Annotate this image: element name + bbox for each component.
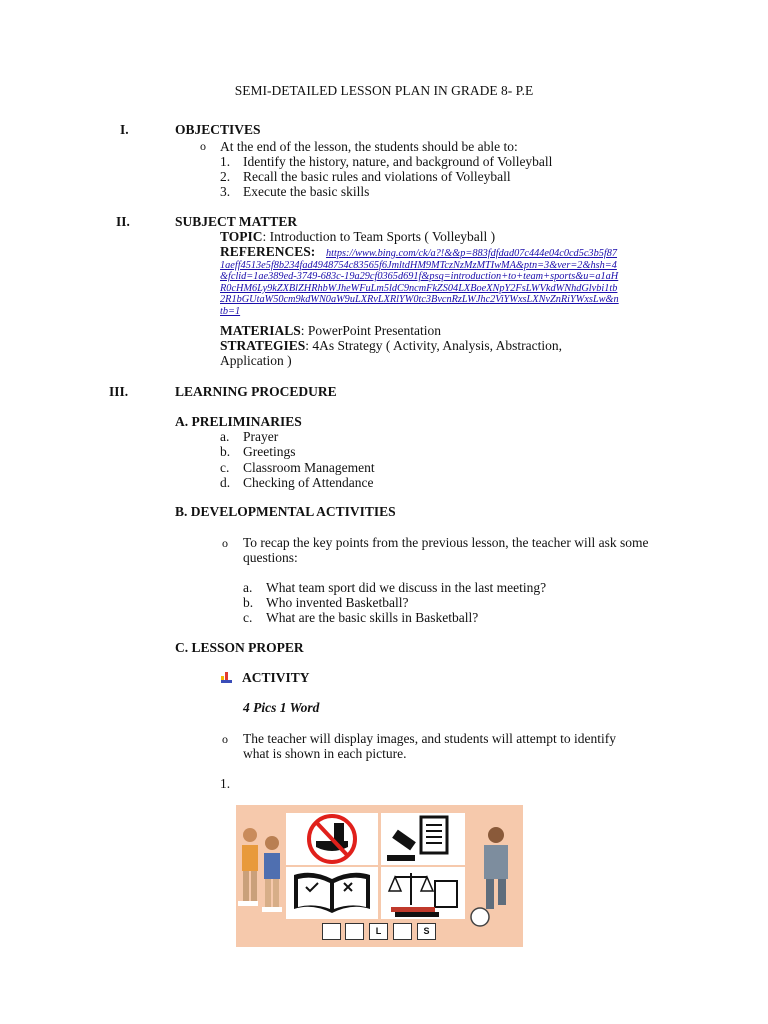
answer-box bbox=[322, 923, 341, 940]
recap-question: What team sport did we discuss in the last meeting? bbox=[266, 580, 547, 595]
topic-value: : Introduction to Team Sports ( Volleyball ) bbox=[262, 229, 496, 244]
bullet-icon: o bbox=[222, 536, 228, 550]
developmental-intro: To recap the key points from the previous lesson, the teacher will ask some questions: bbox=[243, 535, 649, 565]
scales-of-justice-icon bbox=[381, 867, 465, 919]
activity-label: ACTIVITY bbox=[242, 670, 310, 685]
subject-matter-heading: SUBJECT MATTER bbox=[175, 214, 298, 229]
activity-instruction: The teacher will display images, and students will attempt to identify what is shown in each picture. bbox=[243, 731, 617, 761]
strategies-line bbox=[220, 338, 620, 368]
answer-box: L bbox=[369, 923, 388, 940]
section-numeral-1: I. bbox=[120, 122, 129, 137]
document-title: SEMI-DETAILED LESSON PLAN IN GRADE 8- P.E bbox=[234, 83, 534, 98]
objective-item: Identify the history, nature, and background of Volleyball bbox=[243, 154, 553, 169]
list-letter: a. bbox=[220, 429, 230, 444]
materials-line bbox=[220, 323, 441, 338]
list-letter: d. bbox=[220, 475, 231, 490]
objective-item: Recall the basic rules and violations of Volleyball bbox=[243, 169, 511, 184]
players-left-illustration bbox=[236, 823, 286, 923]
list-letter: b. bbox=[220, 444, 231, 459]
book-icon bbox=[286, 867, 378, 919]
objective-item: Execute the basic skills bbox=[243, 184, 370, 199]
list-letter: c. bbox=[243, 610, 253, 625]
topic-line bbox=[220, 229, 495, 244]
strategies-label: STRATEGIES bbox=[220, 338, 306, 353]
section-numeral-3: III. bbox=[109, 384, 129, 399]
no-food-cell bbox=[286, 813, 378, 865]
objectives-intro: At the end of the lesson, the students should be able to: bbox=[220, 139, 518, 154]
objective-number: 1. bbox=[220, 154, 231, 169]
topic-label: TOPIC bbox=[220, 229, 263, 244]
objectives-heading: OBJECTIVES bbox=[175, 122, 261, 137]
preliminaries-heading: A. PRELIMINARIES bbox=[175, 414, 302, 429]
preliminary-item: Prayer bbox=[243, 429, 279, 444]
four-pics-one-word-image bbox=[236, 805, 523, 947]
no-food-drink-icon bbox=[286, 813, 378, 865]
list-letter: a. bbox=[243, 580, 253, 595]
references-link[interactable]: https://www.bing.com/ck/a?!&&p=883fdfdad07c444e04c0cd5c3b5f871aeff4513e5f8b234fad4948754c83565f6JmltdHM9MTczNzMzMTIwMA&ptn=3&ver=2&hsh=4&fclid=1ae389ed-3749-683c-19a29cf0365d691f&psq=introduction+to+team+sports&u=a1aHR0cHM6Ly9kZXBlZHRhbWJheWFuLm5ldC9ncmFkZS04LXBoeXNpY2FsLWVkdWNhdGlvbi1tb2R1bGUtaW50cm9kdWN0aW9uLXRvLXRlYW0tc3BvcnRzLWJhc2ViYWxsLXNvZnRiYWxsLw&ntb=1 bbox=[220, 248, 619, 317]
player-right-illustration bbox=[468, 823, 523, 933]
section-numeral-2: II. bbox=[116, 214, 130, 229]
game-title: 4 Pics 1 Word bbox=[243, 700, 320, 715]
gavel-document-cell bbox=[381, 813, 465, 865]
scales-cell bbox=[381, 867, 465, 919]
bullet-icon: o bbox=[222, 732, 228, 746]
materials-label: MATERIALS bbox=[220, 323, 301, 338]
objective-number: 2. bbox=[220, 169, 231, 184]
preliminary-item: Checking of Attendance bbox=[243, 475, 374, 490]
bullet-icon: o bbox=[200, 139, 206, 153]
list-letter: b. bbox=[243, 595, 254, 610]
recap-question: Who invented Basketball? bbox=[266, 595, 409, 610]
open-book-cell bbox=[286, 867, 378, 919]
picture-number: 1. bbox=[220, 776, 231, 791]
arrow-bullet-icon bbox=[220, 671, 233, 684]
lesson-proper-heading: C. LESSON PROPER bbox=[175, 640, 304, 655]
recap-question: What are the basic skills in Basketball? bbox=[266, 610, 479, 625]
gavel-icon bbox=[381, 813, 465, 865]
preliminary-item: Classroom Management bbox=[243, 460, 375, 475]
objective-number: 3. bbox=[220, 184, 231, 199]
answer-box bbox=[393, 923, 412, 940]
procedure-heading: LEARNING PROCEDURE bbox=[175, 384, 337, 399]
developmental-heading: B. DEVELOPMENTAL ACTIVITIES bbox=[175, 504, 396, 519]
materials-value: : PowerPoint Presentation bbox=[300, 323, 442, 338]
list-letter: c. bbox=[220, 460, 230, 475]
preliminary-item: Greetings bbox=[243, 444, 296, 459]
references-label: REFERENCES: bbox=[220, 244, 316, 259]
answer-box bbox=[345, 923, 364, 940]
answer-box: S bbox=[417, 923, 436, 940]
strategies-value: : 4As Strategy ( Activity, Analysis, Abstraction, Application ) bbox=[220, 338, 563, 368]
